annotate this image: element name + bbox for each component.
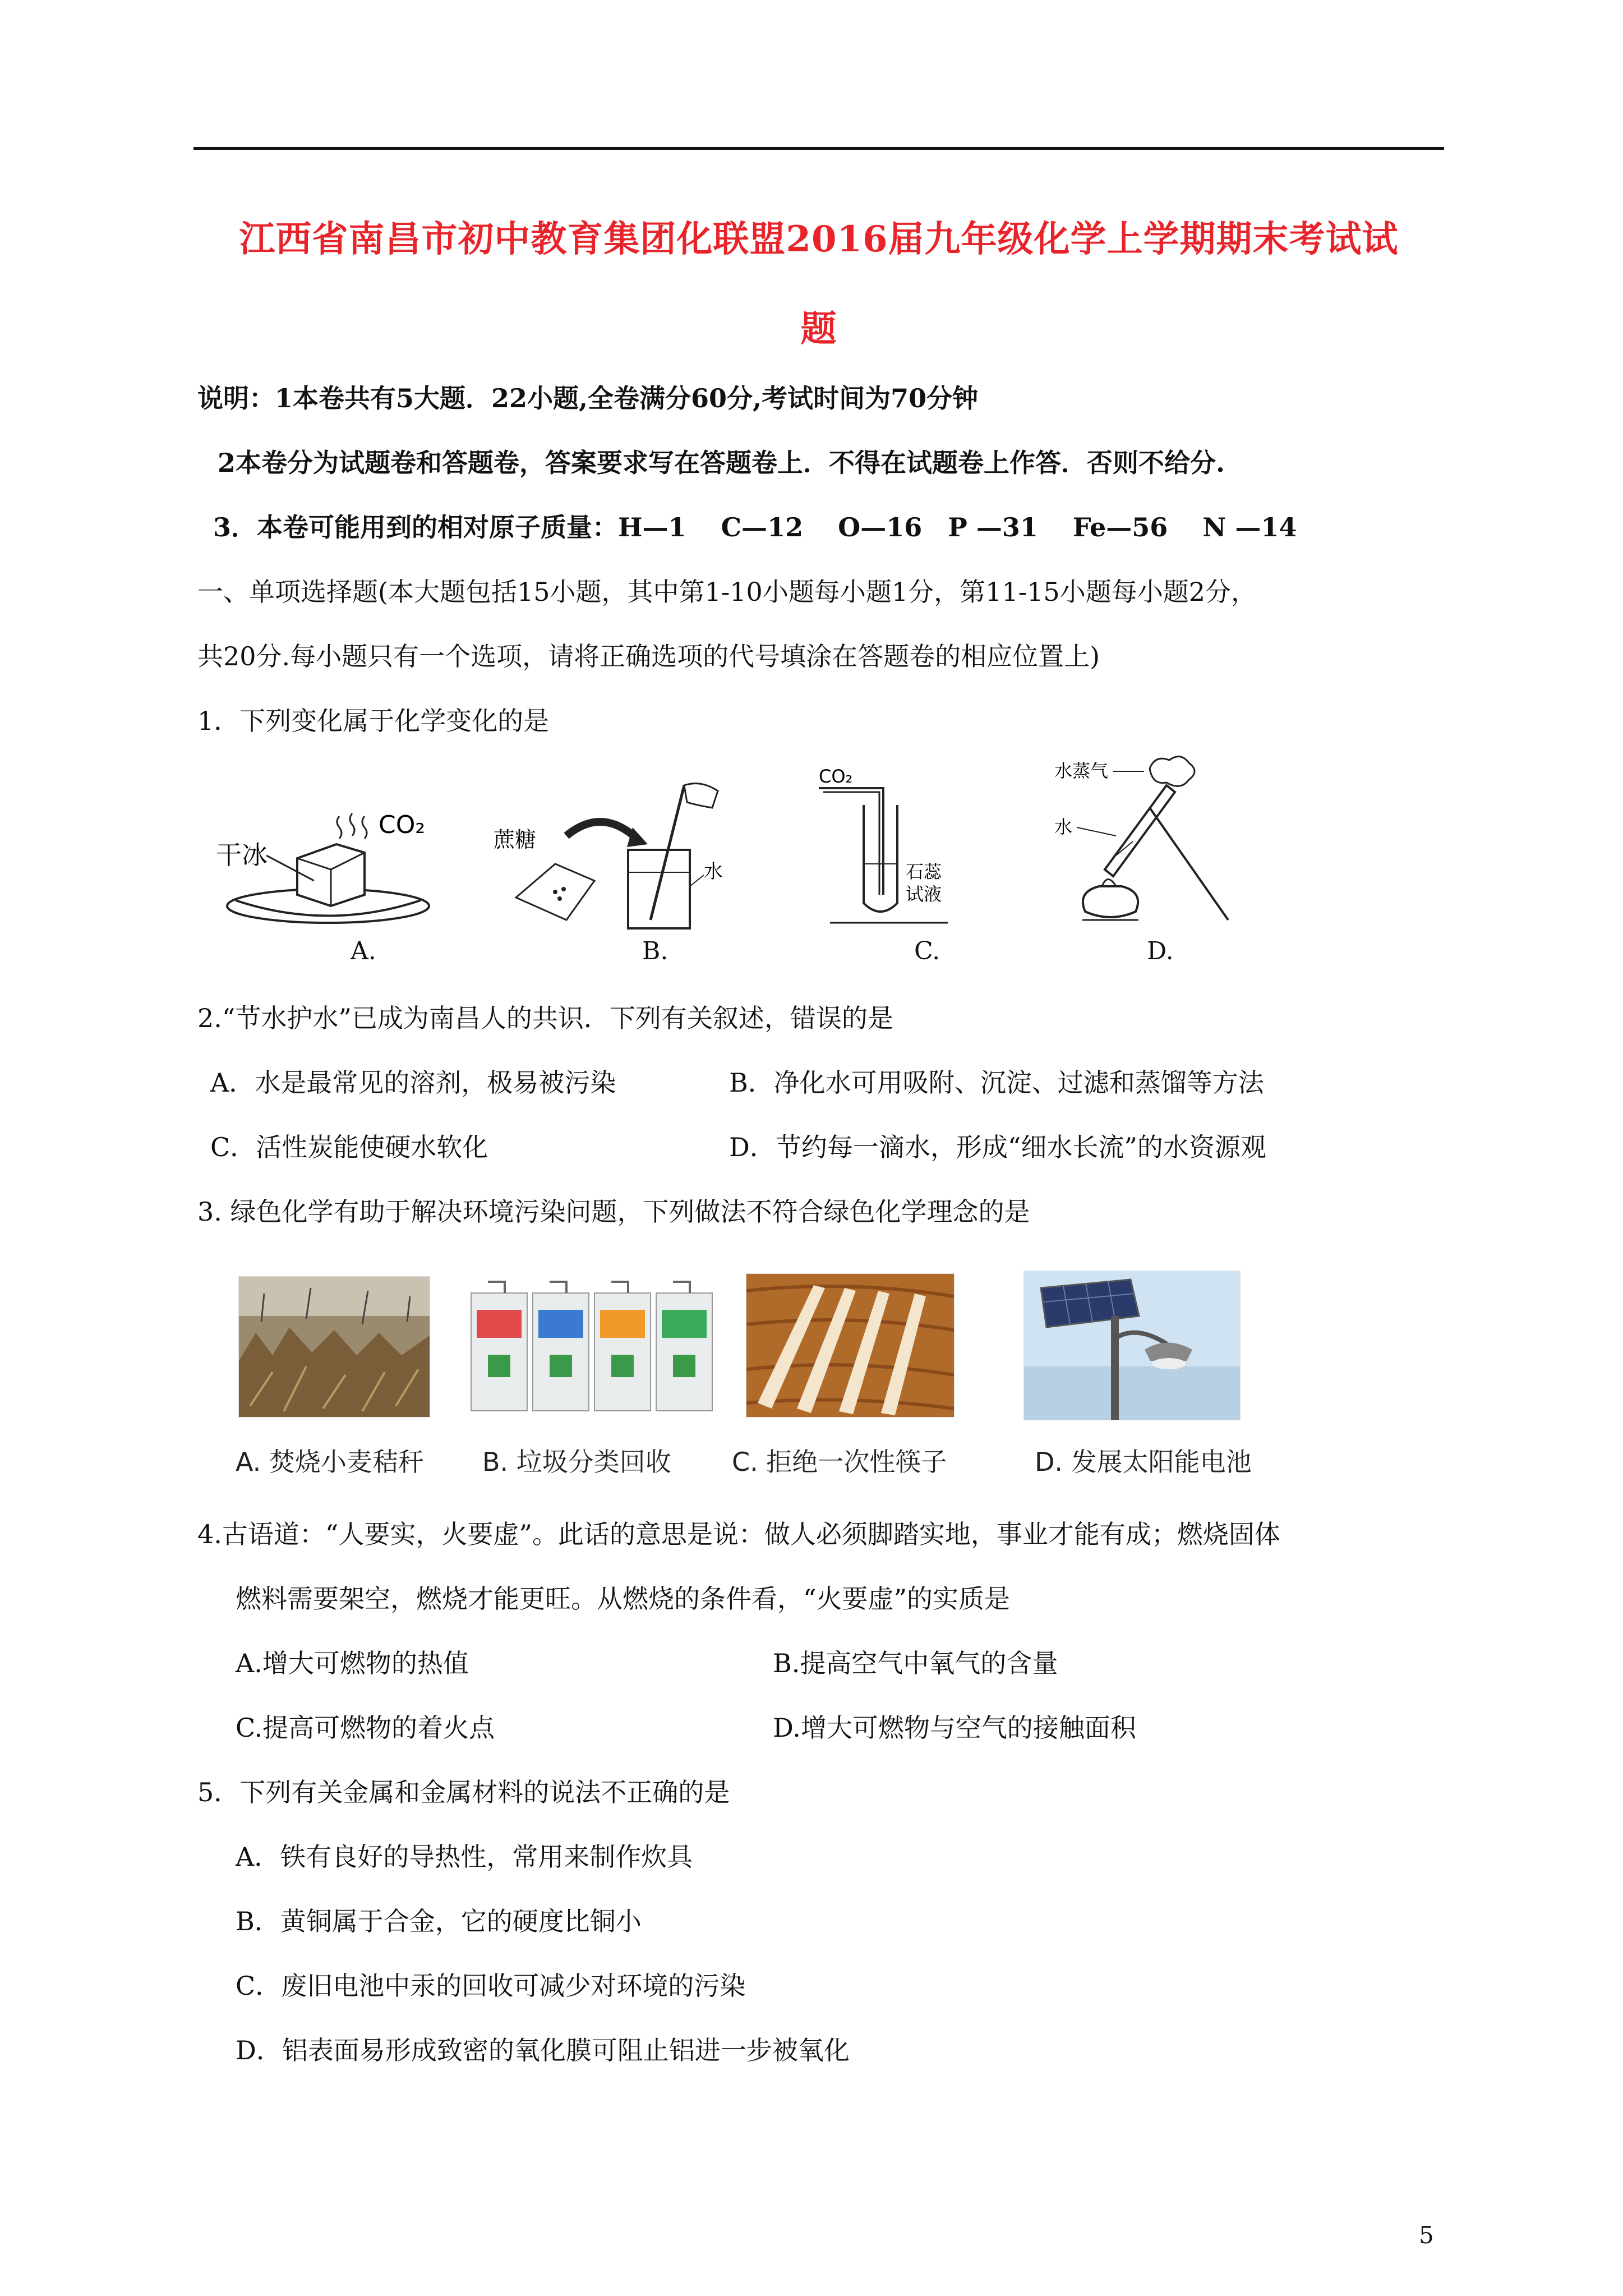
q1-option-b: B. [642,937,668,965]
q5-option-d: D．铝表面易形成致密的氧化膜可阻止铝进一步被氧化 [236,2035,850,2065]
q1-figure-c [819,763,970,931]
q1-figure-a [213,791,437,937]
q4-option-c: C.提高可燃物的着火点 [236,1713,495,1743]
q4-stem-line1: 4.古语道：“人要实，火要虚”。此话的意思是说：做人必须脚踏实地，事业才能有成；燃烧固体 [197,1519,1280,1549]
q3-photo-burning-straw [238,1276,430,1418]
q1-label-sugar: 蔗糖 [494,827,537,852]
q5-option-a: A．铁有良好的导热性，常用来制作炊具 [236,1842,693,1872]
q3-stem: 3. 绿色化学有助于解决环境污染问题，下列做法不符合绿色化学理念的是 [197,1197,1030,1227]
q1-label-co2-a: CO₂ [379,811,425,839]
section1-line2: 共20分.每小题只有一个选项，请将正确选项的代号填涂在答题卷的相应位置上) [197,641,1100,671]
q5-option-b: B．黄铜属于合金，它的硬度比铜小 [236,1906,642,1936]
q1-label-co2-c: CO₂ [819,766,853,787]
q1-option-c: C. [914,937,940,965]
q1-figure-d [1054,752,1239,931]
q3-photo-chopsticks [746,1273,955,1418]
q3-photo-recycling-bins [465,1271,718,1419]
exam-title-line2: 题 [800,308,837,350]
q2-option-b: B．净化水可用吸附、沉淀、过滤和蒸馏等方法 [729,1068,1264,1098]
header-rule [193,147,1444,150]
exam-title-line1: 江西省南昌市初中教育集团化联盟2016届九年级化学上学期期末考试试 [239,218,1399,260]
q1-label-litmus2: 试液 [906,884,942,905]
section1-line1: 一、单项选择题(本大题包括15小题，其中第1-10小题每小题1分，第11-15小题每小题2分， [197,577,1257,607]
q3-caption-c: C. 拒绝一次性筷子 [732,1447,947,1477]
q1-label-water-b: 水 [704,861,723,883]
q1-label-dry-ice: 干冰 [216,840,268,870]
note-3: 3．本卷可能用到的相对原子质量：H—1 C—12 O—16 P —31 Fe—56 N —14 [213,512,1297,542]
q1-label-steam: 水蒸气 [1054,760,1109,781]
q4-option-b: B.提高空气中氧气的含量 [773,1648,1058,1678]
page-number: 5 [1419,2221,1434,2249]
q2-option-d: D．节约每一滴水，形成“细水长流”的水资源观 [729,1132,1266,1162]
section1-heading [197,575,1257,609]
note-2: 2本卷分为试题卷和答题卷，答案要求写在答题卷上．不得在试题卷上作答．否则不给分. [218,448,1225,478]
q2-option-a: A．水是最常见的溶剂，极易被污染 [210,1068,616,1098]
q1-option-a: A. [351,937,376,965]
q1-option-d: D. [1147,937,1174,965]
q3-caption-d: D. 发展太阳能电池 [1035,1447,1252,1477]
q1-stem: 1．下列变化属于化学变化的是 [197,706,550,736]
q4-stem-line2: 燃料需要架空，燃烧才能更旺。从燃烧的条件看，“火要虚”的实质是 [236,1584,1011,1614]
note-1: 说明：1本卷共有5大题．22小题,全卷满分60分,考试时间为70分钟 [197,383,979,413]
q2-stem: 2.“节水护水”已成为南昌人的共识．下列有关叙述，错误的是 [197,1003,893,1033]
q3-caption-a: A. 焚烧小麦秸秆 [236,1447,424,1477]
q5-option-c: C．废旧电池中汞的回收可减少对环境的污染 [236,1971,746,2001]
q4-option-a: A.增大可燃物的热值 [236,1648,469,1678]
q2-option-c: C．活性炭能使硬水软化 [210,1132,488,1162]
q1-figure-b [482,774,729,937]
q3-caption-b: B. 垃圾分类回收 [482,1447,671,1477]
q5-stem: 5．下列有关金属和金属材料的说法不正确的是 [197,1777,730,1807]
q1-label-litmus: 石蕊 [906,861,942,882]
q4-option-d: D.增大可燃物与空气的接触面积 [773,1713,1136,1743]
q1-label-water-d: 水 [1054,816,1073,838]
q3-photo-solar-lamp [1023,1271,1241,1420]
